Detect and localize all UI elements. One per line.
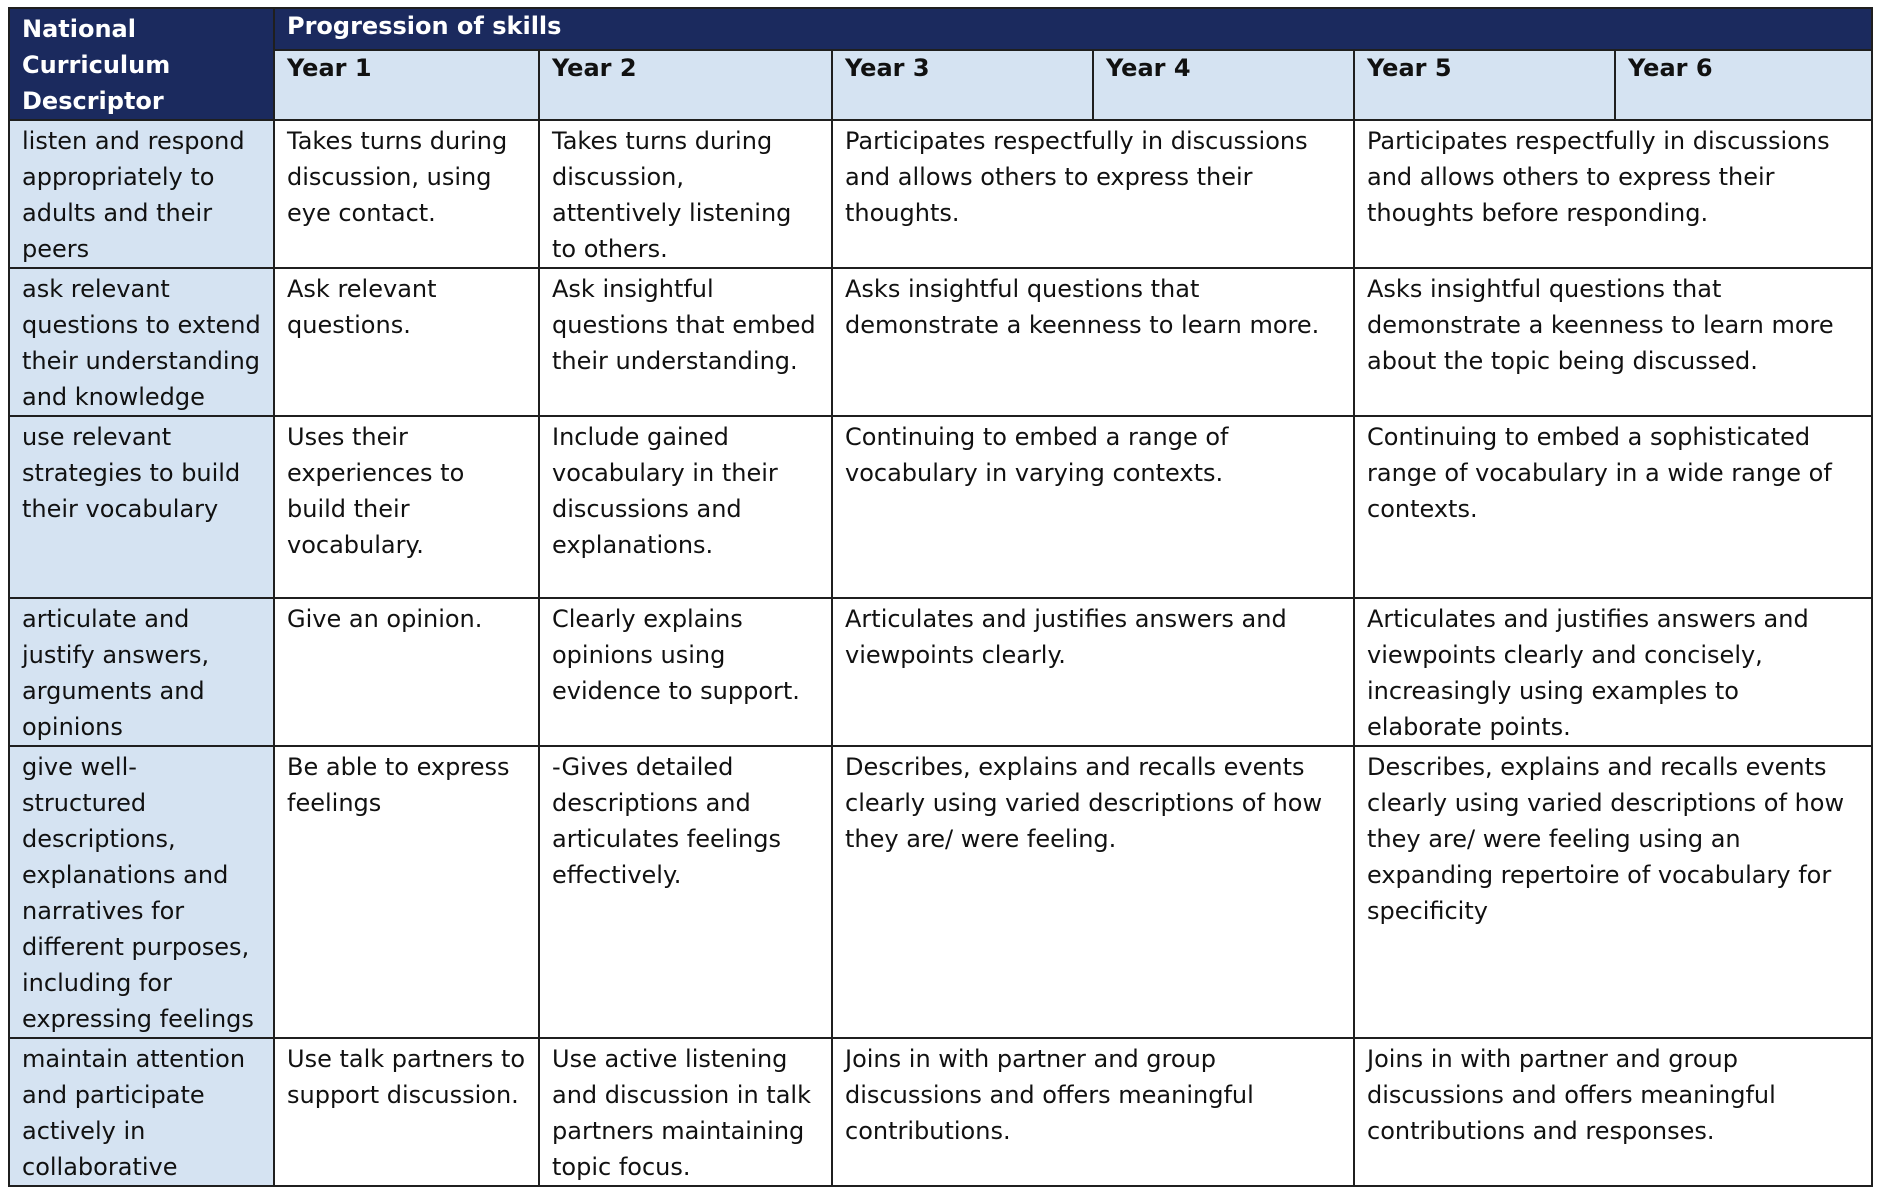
descriptor-cell: ask relevant questions to extend their understanding and knowledge [9, 268, 274, 416]
descriptor-cell: use relevant strategies to build their vocabulary [9, 416, 274, 598]
year-2-cell: Ask insightful questions that embed their understanding. [539, 268, 832, 416]
year-1-cell: Be able to express feelings [274, 746, 539, 1038]
year-2-cell: Clearly explains opinions using evidence to support. [539, 598, 832, 746]
year-6-header: Year 6 [1615, 50, 1872, 120]
year-4-header: Year 4 [1093, 50, 1354, 120]
year-3-4-cell: Articulates and justifies answers and viewpoints clearly. [832, 598, 1354, 746]
year-2-cell: Include gained vocabulary in their discussions and explanations. [539, 416, 832, 598]
descriptor-cell: listen and respond appropriately to adults and their peers [9, 120, 274, 268]
table-row [9, 598, 1872, 746]
year-5-header: Year 5 [1354, 50, 1615, 120]
year-5-6-cell: Continuing to embed a sophisticated range of vocabulary in a wide range of contexts. [1354, 416, 1872, 598]
year-5-6-cell: Describes, explains and recalls events clearly using varied descriptions of how they are/ were feeling using an expanding repertoire of vocabulary for specificity [1354, 746, 1872, 1038]
year-1-cell: Ask relevant questions. [274, 268, 539, 416]
progression-of-skills-header: Progression of skills [274, 8, 1872, 50]
progression-of-skills-document [8, 7, 1871, 1187]
year-1-cell: Give an opinion. [274, 598, 539, 746]
year-5-6-cell: Joins in with partner and group discussions and offers meaningful contributions and responses. [1354, 1038, 1872, 1186]
year-3-4-cell: Joins in with partner and group discussions and offers meaningful contributions. [832, 1038, 1354, 1186]
table-row [9, 416, 1872, 598]
table-row [9, 1038, 1872, 1186]
descriptor-cell: give well-structured descriptions, explanations and narratives for different purposes, including for expressing feelings [9, 746, 274, 1038]
descriptor-column-header: National Curriculum Descriptor [9, 8, 274, 120]
descriptor-cell: maintain attention and participate actively in collaborative [9, 1038, 274, 1186]
descriptor-cell: articulate and justify answers, arguments and opinions [9, 598, 274, 746]
table-row [9, 746, 1872, 1038]
year-2-cell: -Gives detailed descriptions and articulates feelings effectively. [539, 746, 832, 1038]
year-1-header: Year 1 [274, 50, 539, 120]
header-row-years [9, 50, 1872, 120]
year-2-header: Year 2 [539, 50, 832, 120]
year-2-cell: Use active listening and discussion in talk partners maintaining topic focus. [539, 1038, 832, 1186]
year-5-6-cell: Articulates and justifies answers and viewpoints clearly and concisely, increasingly using examples to elaborate points. [1354, 598, 1872, 746]
year-5-6-cell: Participates respectfully in discussions and allows others to express their thoughts before responding. [1354, 120, 1872, 268]
year-5-6-cell: Asks insightful questions that demonstrate a keenness to learn more about the topic being discussed. [1354, 268, 1872, 416]
table-row [9, 268, 1872, 416]
year-1-cell: Uses their experiences to build their vocabulary. [274, 416, 539, 598]
year-3-4-cell: Describes, explains and recalls events clearly using varied descriptions of how they are/ were feeling. [832, 746, 1354, 1038]
year-1-cell: Takes turns during discussion, using eye contact. [274, 120, 539, 268]
year-3-4-cell: Participates respectfully in discussions and allows others to express their thoughts. [832, 120, 1354, 268]
year-3-header: Year 3 [832, 50, 1093, 120]
year-2-cell: Takes turns during discussion, attentively listening to others. [539, 120, 832, 268]
year-1-cell: Use talk partners to support discussion. [274, 1038, 539, 1186]
year-3-4-cell: Asks insightful questions that demonstrate a keenness to learn more. [832, 268, 1354, 416]
header-row-top [9, 8, 1872, 50]
table-row [9, 120, 1872, 268]
progression-table [8, 7, 1873, 1187]
year-3-4-cell: Continuing to embed a range of vocabulary in varying contexts. [832, 416, 1354, 598]
